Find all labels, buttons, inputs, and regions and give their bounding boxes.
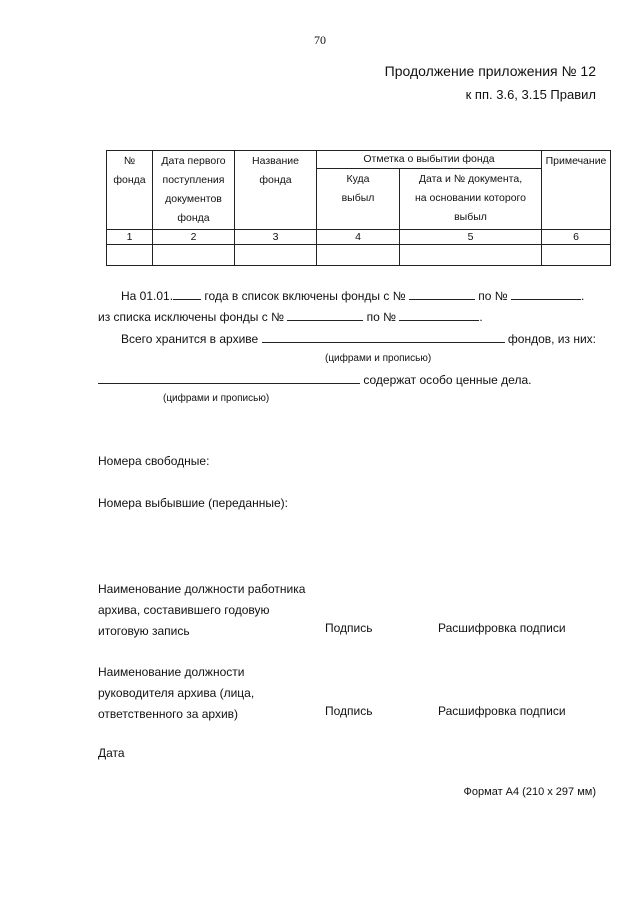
table-cell: [317, 245, 400, 266]
col-header-note: Примечание: [542, 151, 611, 230]
total-stored-line: Всего хранится в архиве фондов, из них:: [121, 332, 597, 346]
date-label: Дата: [98, 746, 125, 760]
col-header-first-receipt-date: Дата первого поступления документов фонда: [153, 151, 235, 230]
valuable-files-line: содержат особо ценные дела.: [98, 373, 531, 387]
col-number-2: 2: [153, 230, 235, 245]
head-position-label: Наименование должности руководителя архива (лица, ответственного за архив): [98, 665, 255, 721]
table-cell: [235, 245, 317, 266]
col-number-5: 5: [400, 230, 542, 245]
table-cell: [400, 245, 542, 266]
compiler-position-label: Наименование должности работника архива, составившего годовую итоговую запись: [98, 582, 306, 638]
caption-digits-words: (цифрами и прописью): [325, 353, 432, 364]
table-row: [107, 245, 611, 266]
appendix-reference: к пп. 3.6, 3.15 Правил: [465, 87, 596, 102]
col-number-1: 1: [107, 230, 153, 245]
fund-register-table: [106, 150, 611, 266]
col-header-fund-name: Название фонда: [235, 151, 317, 230]
col-header-destination: Куда выбыл: [317, 169, 400, 230]
caption-digits-words-2: (цифрами и прописью): [163, 393, 270, 404]
col-number-3: 3: [235, 230, 317, 245]
appendix-continuation-title: Продолжение приложения № 12: [384, 63, 596, 79]
table-cell: [542, 245, 611, 266]
col-header-fund-number: № фонда: [107, 151, 153, 230]
col-number-6: 6: [542, 230, 611, 245]
table-cell: [153, 245, 235, 266]
compiler-signature-decode-label: Расшифровка подписи: [438, 621, 566, 635]
col-header-retirement-mark: Отметка о выбытии фонда: [317, 151, 542, 169]
paper-format-note: Формат А4 (210 х 297 мм): [463, 786, 596, 798]
head-signature-label: Подпись: [325, 704, 373, 718]
free-numbers-label: Номера свободные:: [98, 454, 210, 468]
page-number: 70: [314, 33, 326, 47]
col-header-document: Дата и № документа, на основании которого выбыл: [400, 169, 542, 230]
included-funds-line: На 01.01. года в список включены фонды с № по № .: [121, 289, 585, 303]
table-cell: [107, 245, 153, 266]
excluded-funds-line: из списка исключены фонды с № по № .: [98, 310, 483, 324]
col-number-4: 4: [317, 230, 400, 245]
compiler-signature-label: Подпись: [325, 621, 373, 635]
retired-numbers-label: Номера выбывшие (переданные):: [98, 496, 288, 510]
head-signature-decode-label: Расшифровка подписи: [438, 704, 566, 718]
